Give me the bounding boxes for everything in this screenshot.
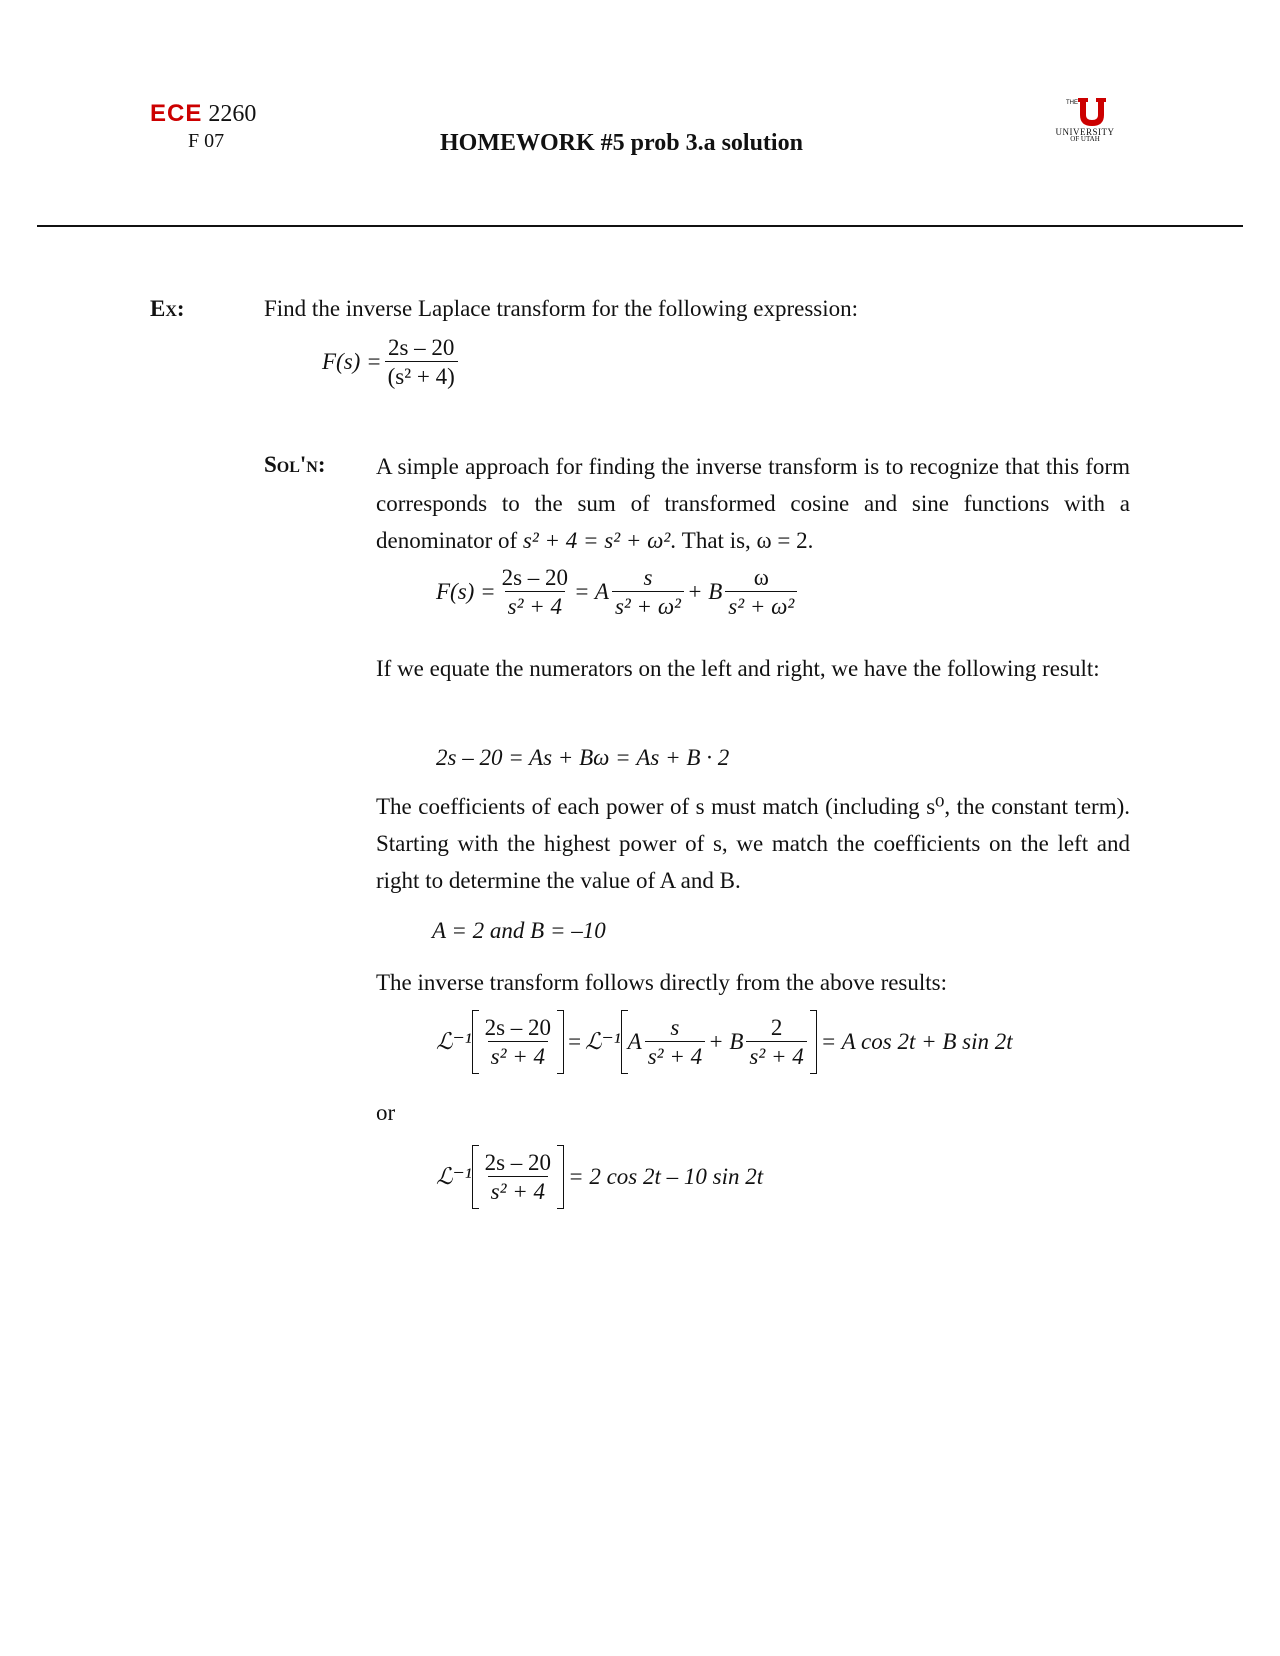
course-number: 2260: [208, 101, 257, 127]
ex-prompt: Find the inverse Laplace transform for the following expression:: [264, 296, 859, 321]
left-bracket: [472, 1010, 479, 1074]
header-rule: [37, 225, 1243, 227]
p1-tail: . That is, ω = 2.: [670, 528, 814, 553]
eq1-term1: [612, 565, 684, 620]
F-fraction: [385, 335, 458, 390]
equation-2: 2s – 20 = As + Bω = As + B · 2: [436, 745, 730, 770]
or-text: or: [376, 1100, 396, 1125]
eq4-B: + B: [708, 1029, 744, 1054]
left-bracket: [621, 1010, 628, 1074]
eq1-lhs: F(s) =: [436, 579, 496, 605]
course-code: [150, 100, 256, 128]
eq4-term2-denominator: s² + 4: [746, 1041, 806, 1069]
eq4-right-bracket-group: [621, 1010, 817, 1074]
eq5-rhs: = 2 cos 2t – 10 sin 2t: [568, 1164, 764, 1189]
equation-4: [436, 1010, 1013, 1074]
eq4-term1-denominator: s² + 4: [645, 1041, 705, 1069]
eq4-A: A: [627, 1029, 642, 1054]
F-denominator: (s² + 4): [385, 361, 458, 389]
equation-1: [436, 565, 800, 620]
university-logo: [1050, 98, 1120, 143]
equation-5: [436, 1145, 763, 1209]
soln-paragraph-3: The coefficients of each power of s must match (including s⁰, the constant term). Starting with the highest power of s, we match the coefficients on the left and right to determine the value of A and B.: [376, 794, 1130, 893]
eq4-rhs: = A cos 2t + B sin 2t: [820, 1029, 1013, 1054]
eq4-fraction: [482, 1015, 554, 1070]
eq4-denominator: s² + 4: [488, 1041, 548, 1069]
eq5-denominator: s² + 4: [488, 1176, 548, 1204]
ex-label: Ex:: [150, 296, 185, 321]
F-numerator: 2s – 20: [387, 335, 455, 360]
eq1-B: + B: [686, 579, 723, 605]
eq4-left-bracket-group: [472, 1010, 564, 1074]
laplace-inverse-operator-3: ℒ⁻¹: [436, 1164, 472, 1189]
right-bracket: [557, 1145, 564, 1209]
laplace-inverse-operator-2: ℒ⁻¹: [585, 1029, 621, 1054]
laplace-inverse-operator: ℒ⁻¹: [436, 1029, 472, 1054]
equation-3: A = 2 and B = –10: [432, 918, 606, 943]
left-bracket: [472, 1145, 479, 1209]
eq4-equals: =: [568, 1029, 582, 1054]
logo-the: THE: [1066, 100, 1078, 106]
u-logo-icon: [1076, 98, 1108, 126]
soln-label: Sol'n:: [264, 452, 326, 477]
eq4-term1-numerator: s: [670, 1014, 680, 1040]
eq5-bracket-group: [472, 1145, 564, 1209]
eq1-term2-denominator: s² + ω²: [725, 591, 797, 619]
eq1-term2: [725, 565, 797, 620]
logo-university: UNIVERSITY: [1055, 127, 1115, 137]
soln-paragraph-4: The inverse transform follows directly from the above results:: [376, 970, 948, 995]
p1-expression: s² + 4 = s² + ω²: [522, 528, 671, 553]
F-lhs: F(s) =: [322, 349, 382, 375]
F-expression: [322, 335, 461, 390]
eq4-term2-numerator: 2: [770, 1014, 783, 1040]
eq5-numerator: 2s – 20: [484, 1149, 552, 1175]
eq1-term1-numerator: s: [643, 565, 653, 590]
eq1-term2-numerator: ω: [753, 565, 769, 590]
logo-of-utah: OF UTAH: [1070, 135, 1100, 143]
eq1-term1-denominator: s² + ω²: [612, 591, 684, 619]
course-prefix: ECE: [150, 100, 203, 127]
eq4-numerator: 2s – 20: [484, 1014, 552, 1040]
page-title: HOMEWORK #5 prob 3.a solution: [440, 130, 803, 156]
soln-paragraph-1: [376, 448, 1130, 559]
eq1-denominator: s² + 4: [505, 591, 565, 619]
eq1-fraction: [499, 565, 571, 620]
right-bracket: [557, 1010, 564, 1074]
eq4-term2: [746, 1015, 806, 1070]
eq5-fraction: [482, 1150, 554, 1205]
p1-text: A simple approach for finding the inverse transform is to recognize that this form corresponds to the sum of transformed cosine and sine functions with a denominator of: [376, 454, 1130, 553]
term: F 07: [188, 130, 225, 152]
right-bracket: [810, 1010, 817, 1074]
eq1-A: = A: [574, 579, 609, 605]
soln-paragraph-2: If we equate the numerators on the left and right, we have the following result:: [376, 656, 1100, 681]
eq4-term1: [645, 1015, 705, 1070]
eq1-numerator: 2s – 20: [501, 565, 569, 590]
